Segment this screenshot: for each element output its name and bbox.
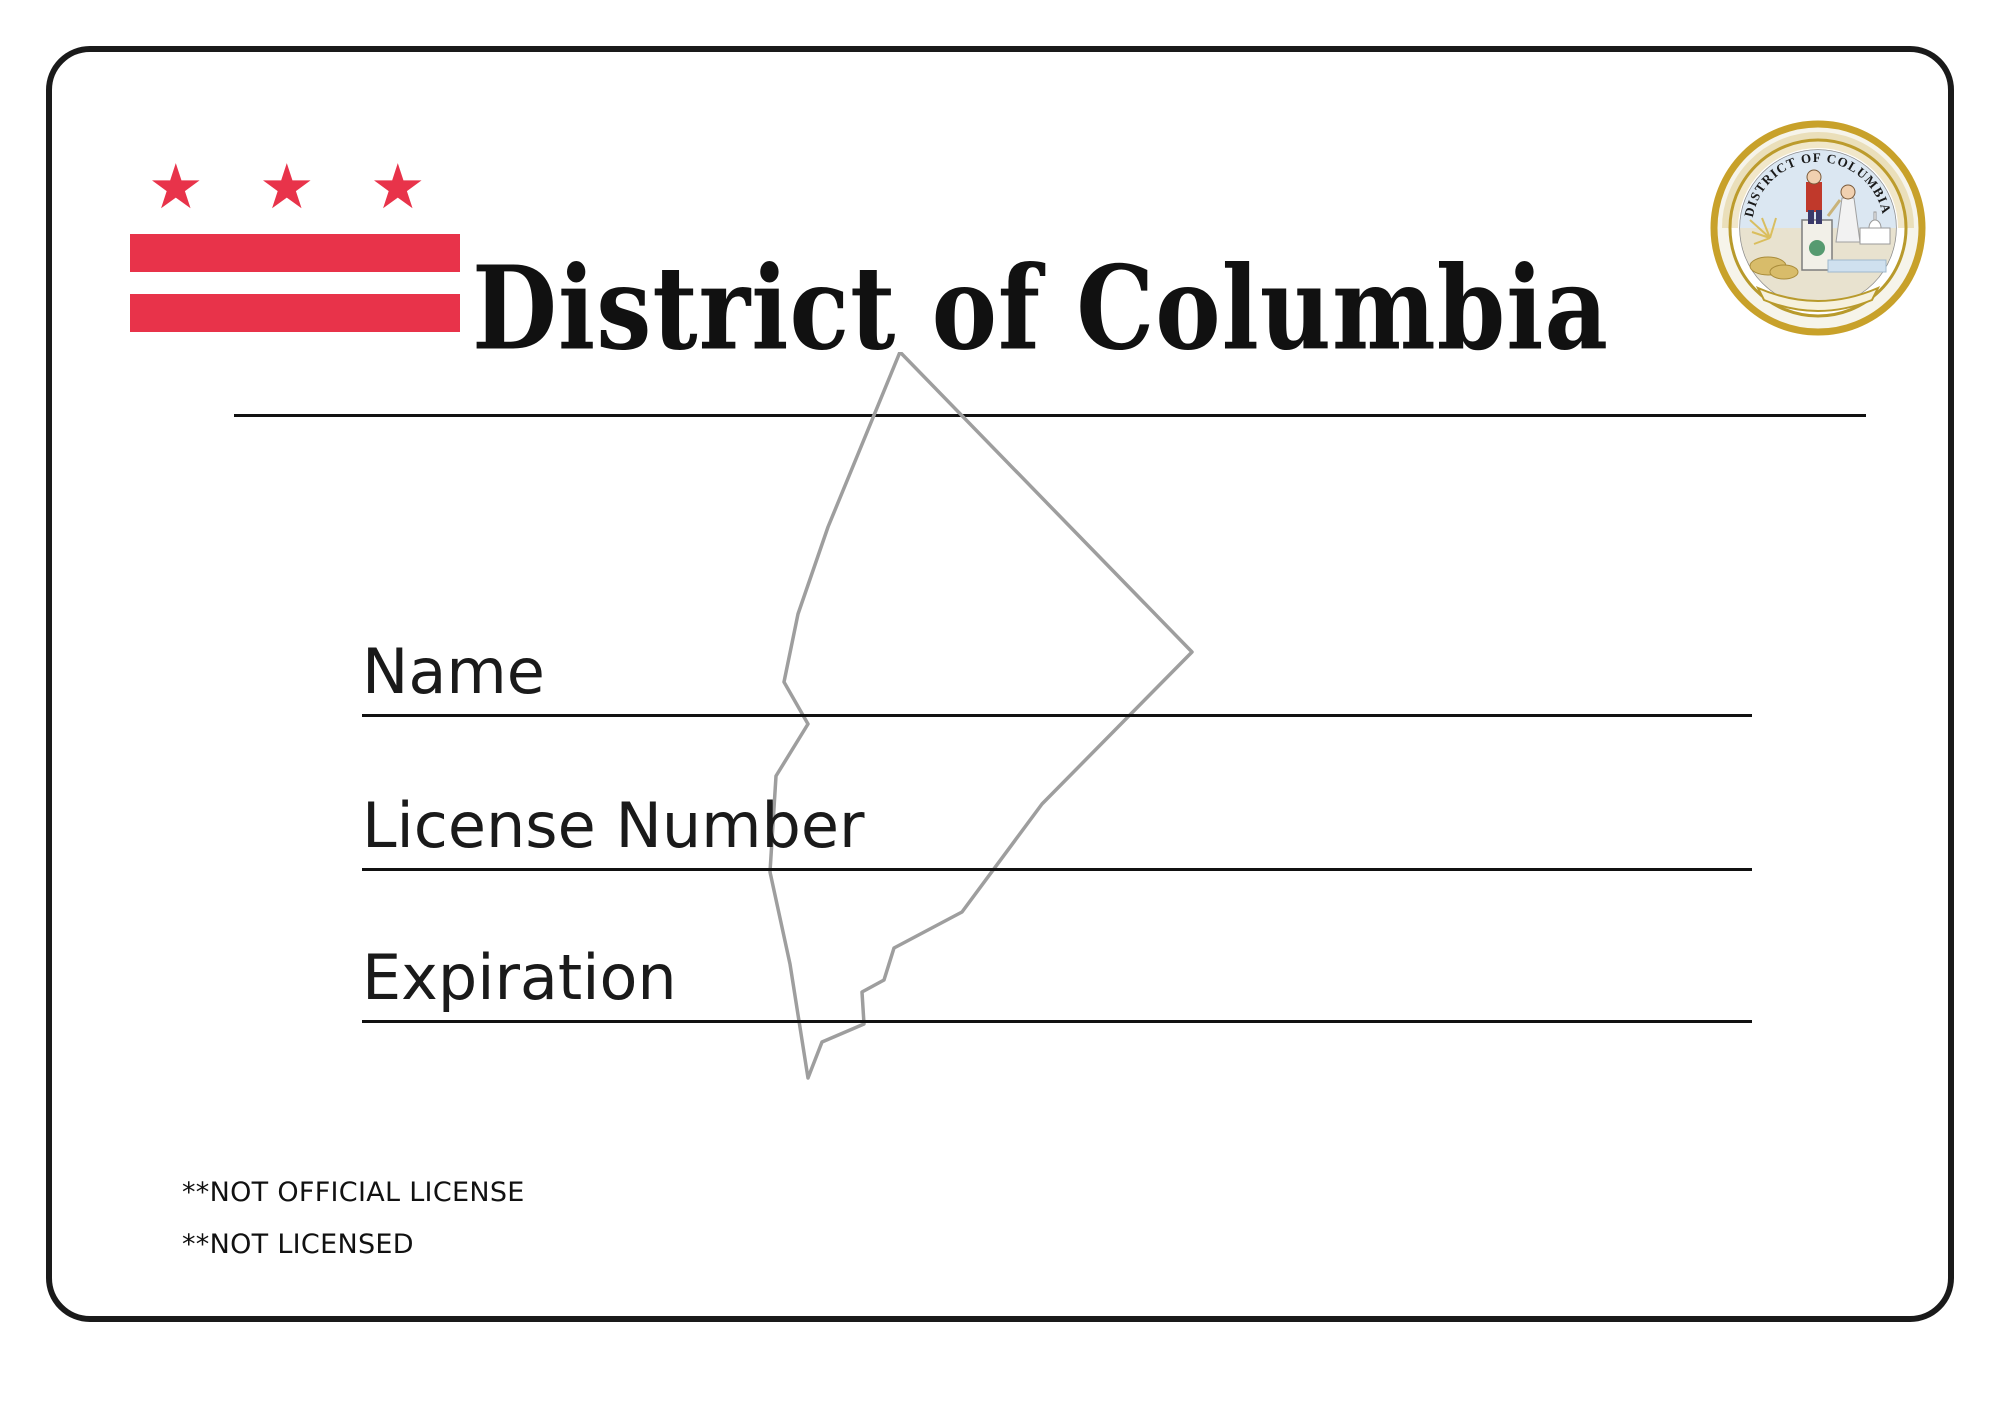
page-title: District of Columbia [472, 240, 1609, 377]
flag-star-icon: ★ [259, 153, 315, 222]
district-of-columbia-flag [130, 136, 460, 336]
field-line-expiration[interactable] [362, 1020, 1752, 1023]
dc-map-outline [712, 352, 1352, 1152]
field-name [362, 636, 1752, 717]
field-label-license-number: License Number [362, 789, 865, 862]
flag-stripe-upper [130, 234, 460, 272]
disclaimer-note-2: **NOT LICENSED [182, 1229, 414, 1260]
field-line-license-number[interactable] [362, 868, 1752, 871]
flag-star-icon: ★ [148, 153, 204, 222]
disclaimer-note-1: **NOT OFFICIAL LICENSE [182, 1177, 525, 1208]
field-expiration [362, 942, 1752, 1023]
header-divider [234, 414, 1866, 417]
field-label-name: Name [362, 635, 545, 708]
field-license-number [362, 790, 1752, 871]
field-line-name[interactable] [362, 714, 1752, 717]
flag-star-icon: ★ [370, 153, 426, 222]
flag-stripe-lower [130, 294, 460, 332]
disclaimer-notes [182, 1167, 882, 1271]
svg-text:DISTRICT OF COLUMBIA: DISTRICT OF COLUMBIA [1740, 149, 1895, 219]
license-card [46, 46, 1954, 1322]
district-of-columbia-seal [1710, 120, 1926, 336]
field-label-expiration: Expiration [362, 941, 677, 1014]
